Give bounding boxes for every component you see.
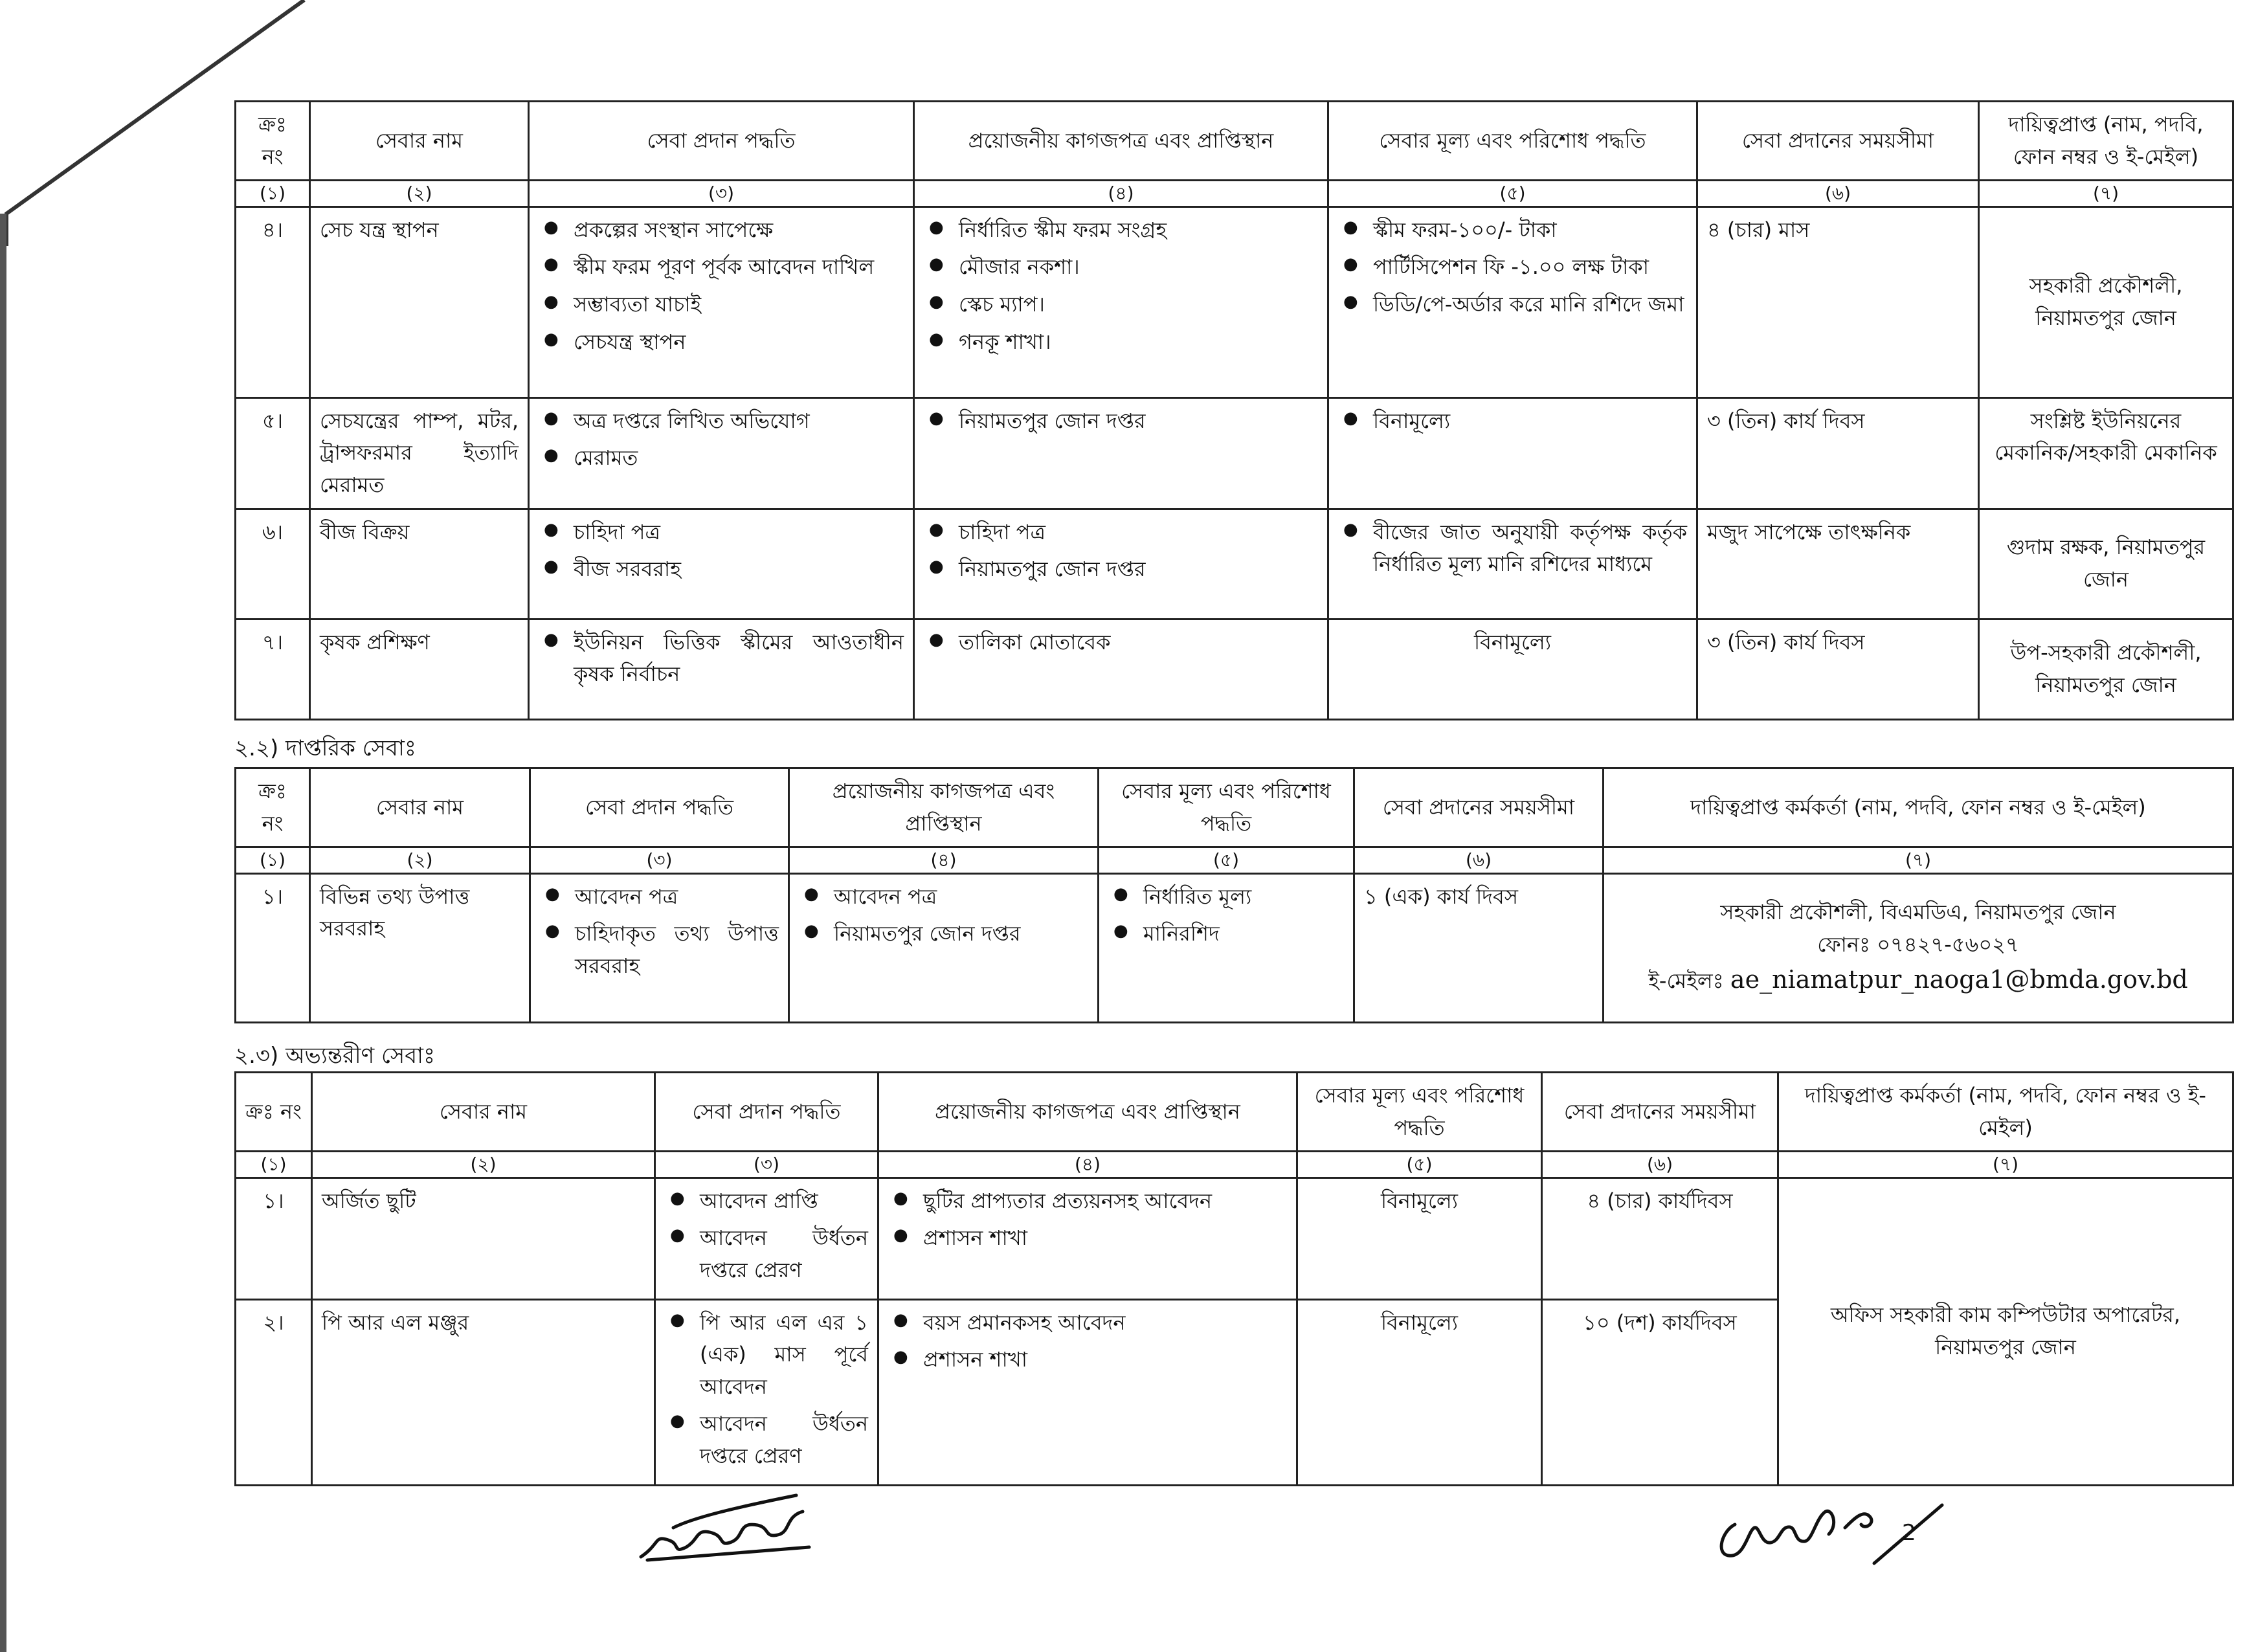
header-cell: সেবার নাম	[310, 768, 530, 847]
col-number: (৭)	[1778, 1152, 2233, 1178]
header-cell: সেবার মূল্য এবং পরিশোধ পদ্ধতি	[1297, 1073, 1542, 1152]
docs-cell	[914, 397, 1328, 509]
list-item: ● স্কীম ফরম-১০০/- টাকা	[1373, 214, 1687, 247]
page-number: 2	[1902, 1520, 1916, 1546]
col-number: (৪)	[914, 181, 1328, 207]
list-item: ● পি আর এল এর ১ (এক) মাস পূর্বে আবেদন	[700, 1307, 868, 1403]
list-item: ● নিয়ামতপুর জোন দপ্তর	[959, 553, 1318, 586]
header-cell: সেবা প্রদানের সময়সীমা	[1697, 102, 1979, 181]
header-cell: সেবার নাম	[312, 1073, 655, 1152]
method-cell	[655, 1178, 878, 1299]
list-item: ● নিয়ামতপুর জোন দপ্তর	[834, 918, 1088, 950]
list-item: ● সম্ভাব্যতা যাচাই	[574, 289, 904, 321]
table-row	[236, 509, 2233, 619]
header-cell: প্রয়োজনীয় কাগজপত্র এবং প্রাপ্তিস্থান	[878, 1073, 1297, 1152]
time-cell: ৪ (চার) মাস	[1697, 206, 1979, 397]
method-cell	[529, 206, 914, 397]
column-number-row	[236, 181, 2233, 207]
time-cell: ১ (এক) কার্য দিবস	[1354, 873, 1604, 1022]
serial-cell: ১।	[236, 1178, 312, 1299]
column-number-row	[236, 847, 2233, 874]
list-item: ● আবেদন পত্র	[834, 881, 1088, 913]
list-item: ● অত্র দপ্তরে লিখিত অভিযোগ	[574, 405, 904, 438]
col-number: (১)	[236, 181, 310, 207]
serial-cell: ২।	[236, 1299, 312, 1485]
table-row	[236, 397, 2233, 509]
officer-cell: গুদাম রক্ষক, নিয়ামতপুর জোন	[1979, 509, 2233, 619]
email-link[interactable]: ae_niamatpur_naoga1@bmda.gov.bd	[1730, 965, 2188, 994]
header-cell: দায়িত্বপ্রাপ্ত কর্মকর্তা (নাম, পদবি, ফোন নম্বর ও ই-মেইল)	[1778, 1073, 2233, 1152]
officer-email-line	[1613, 961, 2223, 999]
col-number: (৬)	[1542, 1152, 1778, 1178]
col-number: (৭)	[1604, 847, 2233, 874]
price-cell	[1099, 873, 1354, 1022]
col-number: (৩)	[530, 847, 789, 874]
service-name-cell: পি আর এল মঞ্জুর	[312, 1299, 655, 1485]
list-item: ● তালিকা মোতাবেক	[959, 627, 1318, 659]
col-number: (২)	[310, 181, 529, 207]
header-cell: সেবার মূল্য এবং পরিশোধ পদ্ধতি	[1328, 102, 1697, 181]
header-cell: দায়িত্বপ্রাপ্ত কর্মকর্তা (নাম, পদবি, ফোন নম্বর ও ই-মেইল)	[1604, 768, 2233, 847]
price-cell	[1328, 509, 1697, 619]
list-item: ● প্রশাসন শাখা	[923, 1344, 1287, 1376]
list-item: ● ছুটির প্রাপ্যতার প্রত্যয়নসহ আবেদন	[923, 1185, 1287, 1218]
officer-cell: অফিস সহকারী কাম কম্পিউটার অপারেটর, নিয়ামতপুর জোন	[1778, 1178, 2233, 1485]
header-cell: সেবা প্রদান পদ্ধতি	[655, 1073, 878, 1152]
service-table-main	[234, 100, 2234, 720]
list-item: ● মেরামত	[574, 442, 904, 474]
serial-cell: ৫।	[236, 397, 310, 509]
docs-cell	[878, 1178, 1297, 1299]
list-item: ● পার্টিসিপেশন ফি -১.০০ লক্ষ টাকা	[1373, 251, 1687, 284]
time-cell: ৩ (তিন) কার্য দিবস	[1697, 619, 1979, 719]
time-cell: ৩ (তিন) কার্য দিবস	[1697, 397, 1979, 509]
col-number: (২)	[310, 847, 530, 874]
docs-cell	[914, 619, 1328, 719]
list-item: ● প্রশাসন শাখা	[923, 1222, 1287, 1255]
officer-cell: সংশ্লিষ্ট ইউনিয়নের মেকানিক/সহকারী মেকানিক	[1979, 397, 2233, 509]
officer-title: সহকারী প্রকৌশলী, বিএমডিএ, নিয়ামতপুর জোন	[1720, 900, 2116, 925]
list-item: ● আবেদন প্রাপ্তি	[700, 1185, 868, 1218]
method-cell	[529, 397, 914, 509]
list-item: ● নিয়ামতপুর জোন দপ্তর	[959, 405, 1318, 438]
serial-cell: ৭।	[236, 619, 310, 719]
col-number: (২)	[312, 1152, 655, 1178]
signature-left	[634, 1482, 816, 1567]
col-number: (৭)	[1979, 181, 2233, 207]
section-title-official: ২.২) দাপ্তরিক সেবাঃ	[234, 735, 416, 761]
list-item: ● স্কেচ ম্যাপ।	[959, 289, 1318, 321]
list-item: ● চাহিদাকৃত তথ্য উপাত্ত সরবরাহ	[575, 918, 779, 982]
header-cell: সেবার নাম	[310, 102, 529, 181]
list-item: ● গনকূ শাখা।	[959, 326, 1318, 359]
service-table-official	[234, 767, 2234, 1023]
list-item: ● বীজের জাত অনুযায়ী কর্তৃপক্ষ কর্তৃক নির্ধারিত মূল্য মানি রশিদের মাধ্যমে	[1373, 517, 1687, 581]
list-item: ● আবেদন উর্ধতন দপ্তরে প্রেরণ	[700, 1222, 868, 1286]
officer-cell	[1604, 873, 2233, 1022]
list-item: ● ডিডি/পে-অর্ডার করে মানি রশিদে জমা	[1373, 289, 1687, 321]
list-item: ● নির্ধারিত মূল্য	[1143, 881, 1344, 913]
email-label: ই-মেইলঃ	[1648, 968, 1724, 994]
docs-cell	[878, 1299, 1297, 1485]
method-cell	[529, 619, 914, 719]
method-cell	[529, 509, 914, 619]
service-name-cell: সেচ যন্ত্র স্থাপন	[310, 206, 529, 397]
method-cell	[655, 1299, 878, 1485]
method-cell	[530, 873, 789, 1022]
serial-cell: ৪।	[236, 206, 310, 397]
officer-cell: উপ-সহকারী প্রকৌশলী, নিয়ামতপুর জোন	[1979, 619, 2233, 719]
service-name-cell: বিভিন্ন তথ্য উপাত্ত সরবরাহ	[310, 873, 530, 1022]
service-name-cell: সেচযন্ত্রের পাম্প, মটর, ট্রান্সফরমার ইত্যাদি মেরামত	[310, 397, 529, 509]
table-header-row	[236, 768, 2233, 847]
serial-cell: ৬।	[236, 509, 310, 619]
list-item: ● ইউনিয়ন ভিত্তিক স্কীমের আওতাধীন কৃষক নির্বাচন	[574, 627, 904, 691]
table-header-row	[236, 102, 2233, 181]
time-cell: মজুদ সাপেক্ষে তাৎক্ষনিক	[1697, 509, 1979, 619]
list-item: ● আবেদন উর্ধতন দপ্তরে প্রেরণ	[700, 1408, 868, 1472]
header-cell: সেবা প্রদানের সময়সীমা	[1542, 1073, 1778, 1152]
list-item: ● চাহিদা পত্র	[574, 517, 904, 549]
col-number: (৩)	[529, 181, 914, 207]
signature-right	[1709, 1479, 1962, 1570]
header-cell: সেবা প্রদানের সময়সীমা	[1354, 768, 1604, 847]
scan-left-edge	[0, 214, 6, 1652]
section-title-internal: ২.৩) অভ্যন্তরীণ সেবাঃ	[234, 1043, 436, 1069]
price-cell	[1328, 206, 1697, 397]
list-item: ● মানিরশিদ	[1143, 918, 1344, 950]
header-cell: ক্রঃ নং	[236, 768, 310, 847]
header-cell: ক্রঃ নং	[236, 1073, 312, 1152]
list-item: ● বিনামূল্যে	[1373, 405, 1687, 438]
col-number: (৬)	[1354, 847, 1604, 874]
service-name-cell: অর্জিত ছুটি	[312, 1178, 655, 1299]
officer-phone: ফোনঃ ০৭৪২৭-৫৬০২৭	[1817, 932, 2019, 957]
price-cell: বিনামূল্যে	[1297, 1178, 1542, 1299]
list-item: ● স্কীম ফরম পূরণ পূর্বক আবেদন দাখিল	[574, 251, 904, 284]
serial-cell: ১।	[236, 873, 310, 1022]
officer-cell: সহকারী প্রকৌশলী, নিয়ামতপুর জোন	[1979, 206, 2233, 397]
header-cell: প্রয়োজনীয় কাগজপত্র এবং প্রাপ্তিস্থান	[789, 768, 1099, 847]
col-number: (৬)	[1697, 181, 1979, 207]
header-cell: ক্রঃ নং	[236, 102, 310, 181]
table-row	[236, 619, 2233, 719]
service-name-cell: কৃষক প্রশিক্ষণ	[310, 619, 529, 719]
docs-cell	[914, 509, 1328, 619]
col-number: (৩)	[655, 1152, 878, 1178]
col-number: (৫)	[1099, 847, 1354, 874]
list-item: ● প্রকল্পের সংস্থান সাপেক্ষে	[574, 214, 904, 247]
time-cell: ৪ (চার) কার্যদিবস	[1542, 1178, 1778, 1299]
header-cell: প্রয়োজনীয় কাগজপত্র এবং প্রাপ্তিস্থান	[914, 102, 1328, 181]
col-number: (৪)	[878, 1152, 1297, 1178]
table-row	[236, 1178, 2233, 1299]
col-number: (৪)	[789, 847, 1099, 874]
time-cell: ১০ (দশ) কার্যদিবস	[1542, 1299, 1778, 1485]
list-item: ● আবেদন পত্র	[575, 881, 779, 913]
col-number: (১)	[236, 1152, 312, 1178]
table-row	[236, 206, 2233, 397]
column-number-row	[236, 1152, 2233, 1178]
col-number: (১)	[236, 847, 310, 874]
col-number: (৫)	[1297, 1152, 1542, 1178]
table-header-row	[236, 1073, 2233, 1152]
header-cell: দায়িত্বপ্রাপ্ত (নাম, পদবি, ফোন নম্বর ও ই-মেইল)	[1979, 102, 2233, 181]
service-name-cell: বীজ বিক্রয়	[310, 509, 529, 619]
list-item: ● বয়স প্রমানকসহ আবেদন	[923, 1307, 1287, 1339]
list-item: ● চাহিদা পত্র	[959, 517, 1318, 549]
header-cell: সেবা প্রদান পদ্ধতি	[530, 768, 789, 847]
docs-cell	[914, 206, 1328, 397]
list-item: ● মৌজার নকশা।	[959, 251, 1318, 284]
header-cell: সেবা প্রদান পদ্ধতি	[529, 102, 914, 181]
table-row	[236, 873, 2233, 1022]
price-cell: বিনামূল্যে	[1297, 1299, 1542, 1485]
docs-cell	[789, 873, 1099, 1022]
col-number: (৫)	[1328, 181, 1697, 207]
header-cell: সেবার মূল্য এবং পরিশোধ পদ্ধতি	[1099, 768, 1354, 847]
list-item: ● সেচযন্ত্র স্থাপন	[574, 326, 904, 359]
price-cell	[1328, 397, 1697, 509]
service-table-internal	[234, 1071, 2234, 1486]
list-item: ● নির্ধারিত স্কীম ফরম সংগ্রহ	[959, 214, 1318, 247]
list-item: ● বীজ সরবরাহ	[574, 553, 904, 586]
price-cell: বিনামূল্যে	[1328, 619, 1697, 719]
